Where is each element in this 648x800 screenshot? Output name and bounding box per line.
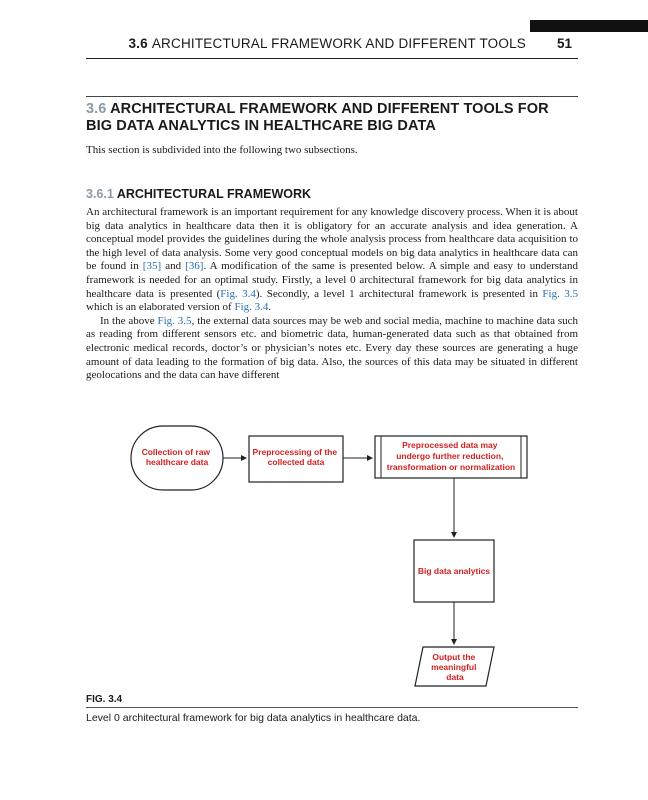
section-title-text: ARCHITECTURAL FRAMEWORK AND DIFFERENT TOOLS FOR BIG DATA ANALYTICS IN HEALTHCARE BIG DATA	[86, 101, 549, 134]
citation-link[interactable]: [36]	[185, 260, 204, 273]
section-intro: This section is subdivided into the following two subsections.	[86, 144, 358, 156]
figure-link[interactable]: Fig. 3.5	[157, 314, 192, 327]
node-preprocessed-label: Preprocessed data may undergo further reduction, transformation or normalization	[386, 440, 516, 472]
figure-link[interactable]: Fig. 3.4	[234, 301, 269, 314]
page-number: 51	[556, 36, 572, 51]
section-number: 3.6	[86, 101, 107, 117]
running-section-number: 3.6	[128, 36, 148, 51]
paragraph-2: In the above Fig. 3.5, the external data sources may be web and social media, machine to machine data such as reading from different sensors etc. and biometric data, human-generated data such as that obtained from electronic medical records, doctor’s or physician’s notes etc. Every day these sources are generating a huge amount of data leading to the formation of big data. Also, the sources of this data may be situated in different geolocations and the data can have different	[86, 314, 578, 382]
figure-link[interactable]: Fig. 3.5	[542, 287, 578, 300]
paragraph-1: An architectural framework is an important requirement for any knowledge discovery process. When it is about big data analytics in healthcare data then it is obligatory for an accurate analysis and idea generation. A conceptual model provides the guidelines during the whole analysis process from healthcare data acquisition to the high level of data analysis. Some very good conceptual models on big data analytics in healthcare data can be found in [35] and [36]. A modification of the same is presented below. A simple and easy to understand framework is needed for an optimal study. Firstly, a level 0 architectural framework for big data analytics in healthcare data is presented (Fig. 3.4). Secondly, a level 1 architectural framework is presented in Fig. 3.5 which is an elaborated version of Fig. 3.4.	[86, 206, 578, 314]
node-analytics-label: Big data analytics	[417, 566, 491, 576]
figure-label: FIG. 3.4	[86, 694, 123, 705]
subsection-title-text: ARCHITECTURAL FRAMEWORK	[116, 187, 312, 201]
node-raw-data-label: Collection of raw healthcare data	[141, 447, 211, 467]
figure-divider	[86, 707, 578, 708]
node-preprocessing-label: Preprocessing of the collected data	[252, 447, 338, 467]
citation-link[interactable]: [35]	[142, 260, 162, 273]
subsection-number: 3.6.1	[86, 187, 114, 201]
figure-link[interactable]: Fig. 3.4	[220, 287, 256, 300]
node-output-label: Output the meaningful data	[431, 652, 477, 682]
running-title-text: ARCHITECTURAL FRAMEWORK AND DIFFERENT TOOLS	[151, 36, 526, 51]
figure-caption: Level 0 architectural framework for big data analytics in healthcare data.	[86, 712, 421, 724]
